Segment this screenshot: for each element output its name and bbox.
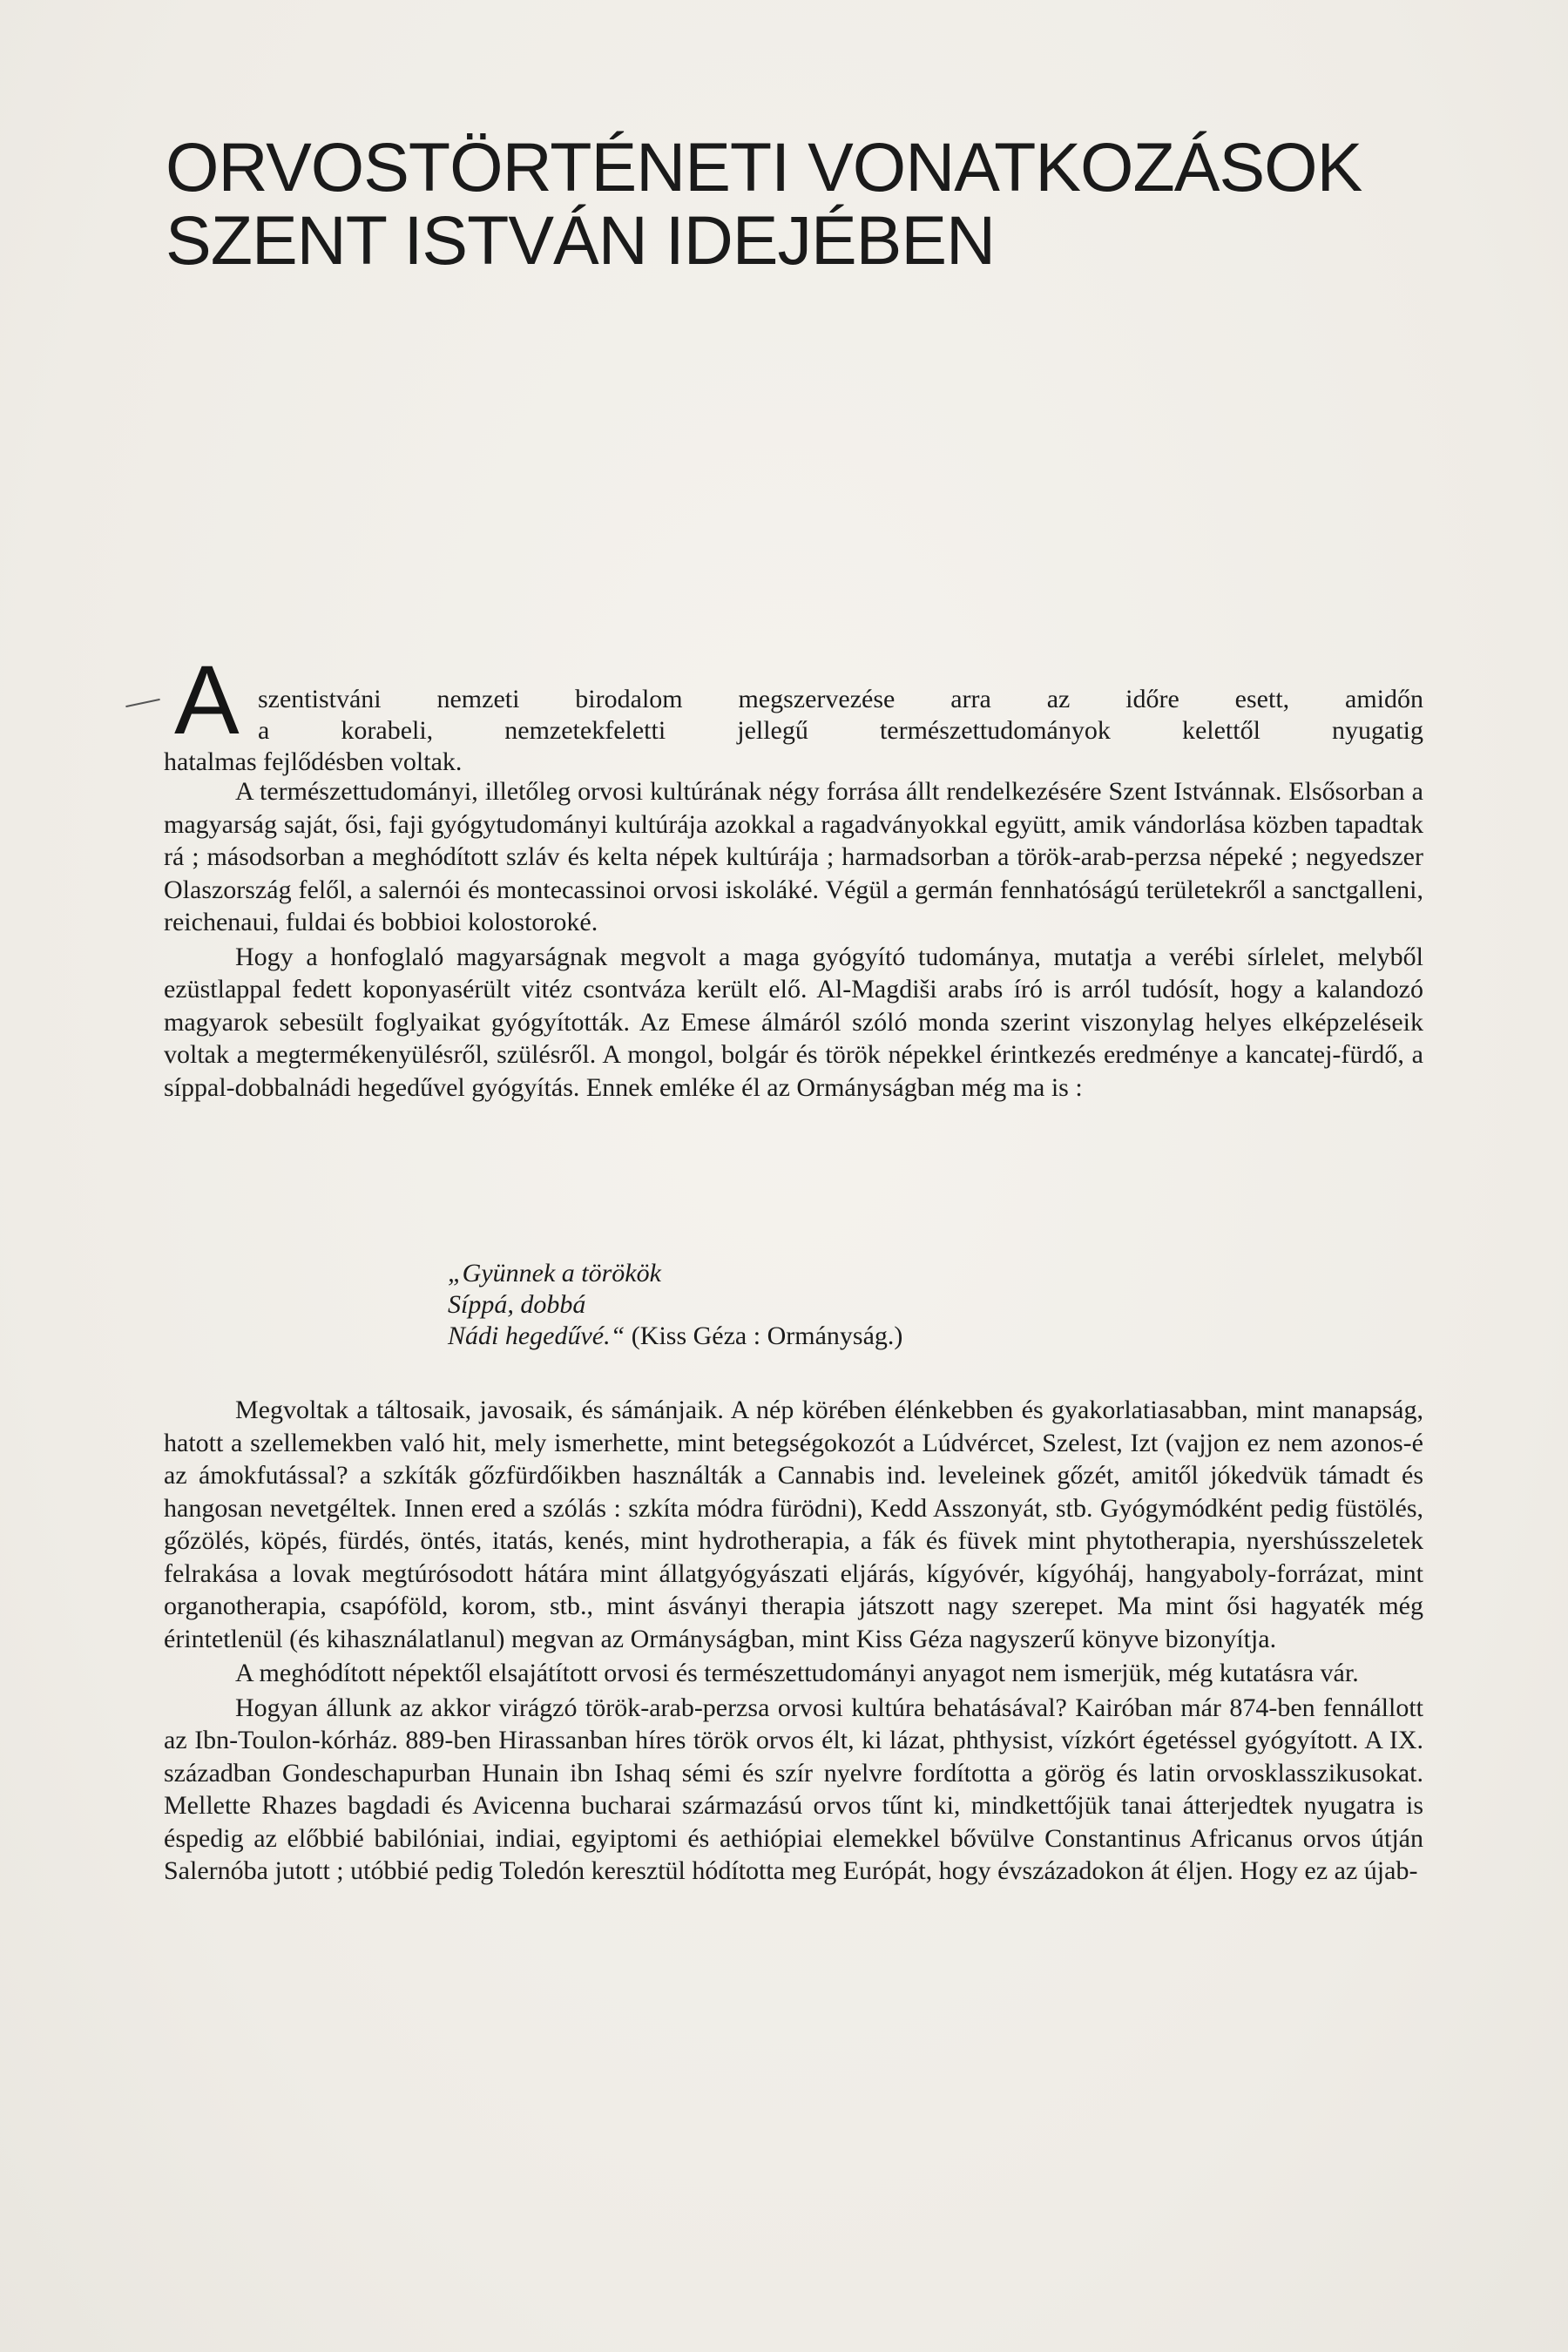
- paragraph-taltosok: Megvoltak a táltosaik, javosaik, és sámánjaik. A nép körében élénkebben és gyakorlatiasabban, mint manapság, hatott a szellemekben való hit, mely ismerhette, mint betegségokozót a Lúdvércet, Szelest, Izt (vajjon ez nem azonos-é az ámokfutással? a szkíták gőzfürdőikben használták a Cannabis ind. leveleinek gőzét, amitől jókedvük támadt és hangosan nevetgéltek. Innen ered a szólás : szkíta módra fürödni), Kedd Asszonyát, stb. Gyógymódként pedig füstölés, gőzölés, köpés, fürdés, öntés, itatás, kenés, mint hydrotherapia, a fák és füvek mint phytotherapia, nyershússzeletek felrakása a lovak megtúrósodott hátára mint állatgyógyászati eljárás, kígyóvér, kígyóháj, hangyaboly-forrázat, mint organotherapia, csapóföld, korom, stb., mint ásványi therapia játszott nagy szerepet. Ma mint ősi hagyaték még érintetlenül (és kihasználatlanul) megvan az Ormányságban, mint Kiss Géza nagyszerű könyve bizonyítja.: [164, 1396, 1423, 1653]
- body-text-section-1: [164, 775, 1423, 1104]
- poem-line-2: Síppá, dobbá: [448, 1290, 586, 1319]
- paragraph-torok-arab-perzsa: Hogyan állunk az akkor virágzó török-arab-perzsa orvosi kultúra behatásával? Kairóban már 874-ben fennállott az Ibn-Toulon-kórház. 889-ben Hirassanban híres török orvos élt, ki lázat, phthysist, vízkórt égetéssel gyógyított. A IX. században Gondeschapurban Hunain ibn Ishaq sémi és szír nyelvre fordította a görög és latin orvosklasszikusokat. Mellette Rhazes bagdadi és Avicenna bucharai származású orvos tűnt ki, mindkettőjük tanai átterjedtek nyugatra is éspedig az előbbié babilóniai, indiai, egyiptomi és aethiópiai elemekkel bővülve Constantinus Africanus orvos útján Salernóba jutott ; utóbbié pedig Toledón keresztül hódította meg Európát, hogy évszázadokon át éljen. Hogy ez az újab-: [164, 1693, 1423, 1885]
- poem-line-3: Nádi hegedűvé.“: [448, 1321, 625, 1350]
- article-title-line-1: ORVOSTÖRTÉNETI VONATKOZÁSOK: [166, 128, 1362, 206]
- intro-line-1: szentistváni nemzeti birodalom megszervezése arra az időre esett, amidőn: [258, 685, 1423, 713]
- intro-line-2: a korabeli, nemzetekfeletti jellegű természettudományok kelettől nyugatig: [258, 716, 1423, 745]
- article-title: [166, 128, 1385, 279]
- article-title-line-2: SZENT ISTVÁN IDEJÉBEN: [166, 201, 996, 279]
- paragraph-honfoglalo: Hogy a honfoglaló magyarságnak megvolt a maga gyógyító tudománya, mutatja a verébi sírlelet, melyből ezüstlappal fedett koponyasérült vitéz csontváza került elő. Al-Magdiši arabs író is arról tudósít, hogy a kalandozó magyarok sebesült foglyaikat gyógyították. Az Emese álmáról szóló monda szerint viszonylag helyes elképzeléseik voltak a megtermékenyülésről, szülésről. A mongol, bolgár és török népekkel érintkezés eredménye a kancatej-fürdő, a síppal-dobbalnádi hegedűvel gyógyítás. Ennek emléke él az Ormányságban még ma is :: [164, 942, 1423, 1102]
- intro-line-3: hatalmas fejlődésben voltak.: [164, 747, 463, 776]
- margin-dash-mark: [125, 699, 160, 707]
- paragraph-sources: A természettudományi, illetőleg orvosi kultúrának négy forrása állt rendelkezésére Szent Istvánnak. Elsősorban a magyarság saját, ősi, faji gyógytudományi kultúrája azokkal a ragadványokkal együtt, amik vándorlása közben tapadtak rá ; másodsorban a meghódított szláv és kelta népek kultúrája ; harmadsorban a török-arab-perzsa népeké ; negyedszer Olaszország felől, a salernói és montecassinoi orvosi iskoláké. Végül a germán fennhatóságú területekről a sanctgalleni, reichenaui, fuldai és bobbioi kolostoroké.: [164, 777, 1423, 936]
- body-text-section-2: [164, 1394, 1423, 1888]
- poem-line-1: „Gyünnek a törökök: [448, 1259, 661, 1288]
- paragraph-meghoditott-nepek: A meghódított népektől elsajátított orvosi és természettudományi anyagot nem ismerjük, még kutatásra vár.: [235, 1659, 1359, 1687]
- poem-quote: [448, 1258, 902, 1352]
- intro-paragraph: [164, 645, 1423, 776]
- drop-cap-letter: A: [174, 645, 240, 754]
- poem-source-citation: (Kiss Géza : Ormányság.): [625, 1321, 903, 1350]
